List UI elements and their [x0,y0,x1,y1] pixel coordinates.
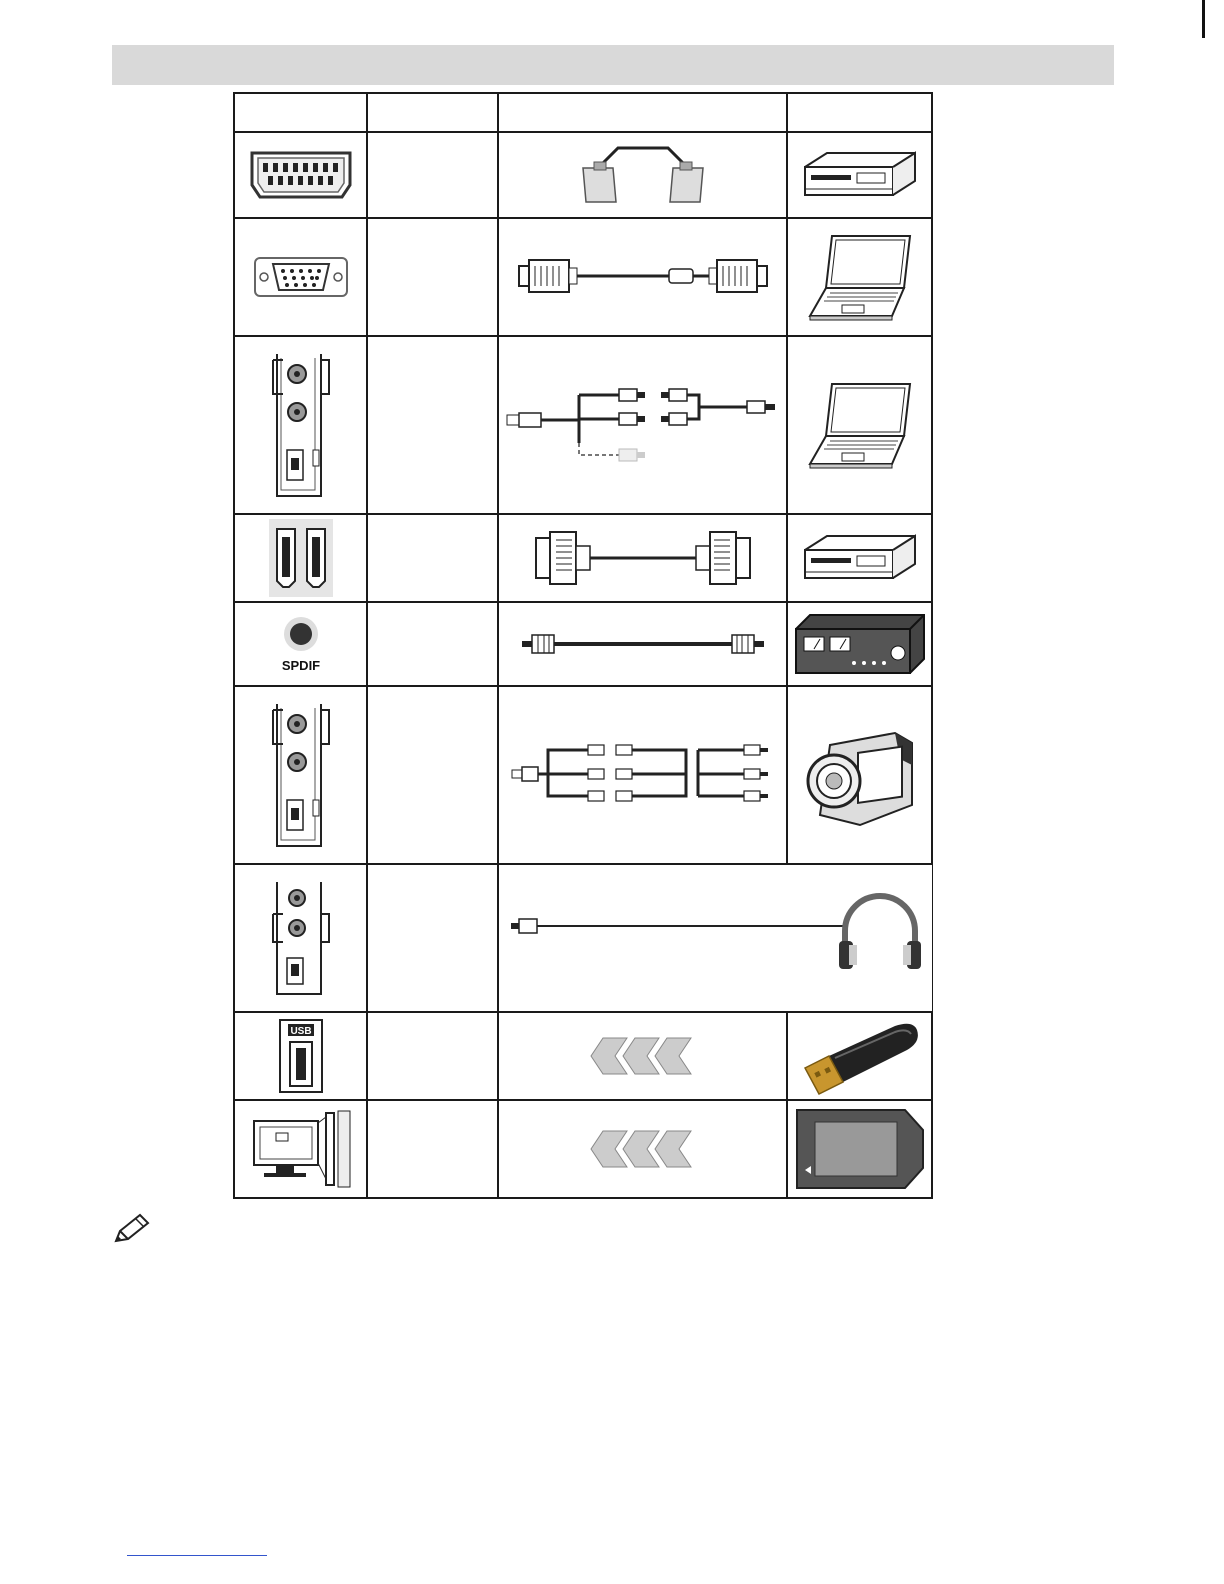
vga-port-icon [251,252,351,302]
hdmi-cable-icon [528,526,758,590]
type-cell [367,336,498,514]
connector-cell [234,864,367,1012]
spdif-label: SPDIF [281,658,320,673]
device-cell [787,132,932,218]
connector-cell [234,602,367,686]
device-cell [787,1012,932,1100]
type-cell [367,864,498,1012]
table-row [234,336,932,514]
type-cell [367,686,498,864]
device-cell [787,336,932,514]
connector-cell [234,336,367,514]
spdif-socket-icon [266,612,336,676]
camcorder-icon [800,715,920,835]
cable-cell [498,336,787,514]
header-cables [498,93,787,132]
table-row [234,218,932,336]
ci-module-icon [795,1108,925,1190]
scart-socket-icon [246,145,356,205]
type-cell [367,132,498,218]
table-row [234,1100,932,1198]
connector-cell [234,514,367,602]
connector-cell [234,218,367,336]
table-row [234,864,932,1012]
table-row [234,514,932,602]
top-rule [1202,0,1205,38]
type-cell [367,1100,498,1198]
scart-cable-icon [568,140,718,210]
headphones-icon [839,896,921,969]
device-cell [787,1100,932,1198]
cable-cell [498,1100,787,1198]
tv-ci-slot-icon [246,1109,356,1189]
type-cell [367,1012,498,1100]
cable-cell [498,686,787,864]
laptop-icon [802,378,917,473]
cable-cell [498,1012,787,1100]
dvd-player-icon [797,528,922,588]
connector-cell [234,132,367,218]
usb-stick-icon [795,1016,925,1096]
side-av-panel-icon [271,878,331,998]
pencil-note-icon [112,1213,150,1245]
type-cell [367,602,498,686]
headphone-cable-icon [505,893,925,983]
device-cell [787,602,932,686]
connection-table [233,92,933,1199]
table-row [234,132,932,218]
connector-cell [234,1012,367,1100]
table-row [234,602,932,686]
table-header-row [234,93,932,132]
av-cable-icon [508,740,778,810]
pc-audio-cable-icon [503,385,783,465]
connector-cell [234,1100,367,1198]
cable-cell [498,514,787,602]
usb-port-icon [276,1018,326,1094]
coaxial-cable-icon [518,629,768,659]
dvd-player-icon [797,145,922,205]
type-cell [367,514,498,602]
laptop-icon [802,230,917,325]
device-cell [787,686,932,864]
section-header-band [112,45,1114,85]
insert-arrows-icon [583,1127,703,1171]
hdmi-ports-icon [269,519,333,597]
table-row [234,686,932,864]
connector-cell [234,686,367,864]
side-av-panel-icon [271,700,331,850]
device-cell [787,218,932,336]
cable-cell [498,864,932,1012]
vga-cable-icon [513,252,773,302]
footer-link-rule [127,1555,267,1556]
device-cell [787,514,932,602]
usb-label: USB [289,1026,312,1037]
insert-arrows-icon [583,1034,703,1078]
cable-cell [498,218,787,336]
side-av-panel-icon [271,350,331,500]
header-device [787,93,932,132]
audio-amplifier-icon [792,611,928,677]
header-connector [234,93,367,132]
header-type [367,93,498,132]
type-cell [367,218,498,336]
cable-cell [498,132,787,218]
cable-cell [498,602,787,686]
table-row [234,1012,932,1100]
